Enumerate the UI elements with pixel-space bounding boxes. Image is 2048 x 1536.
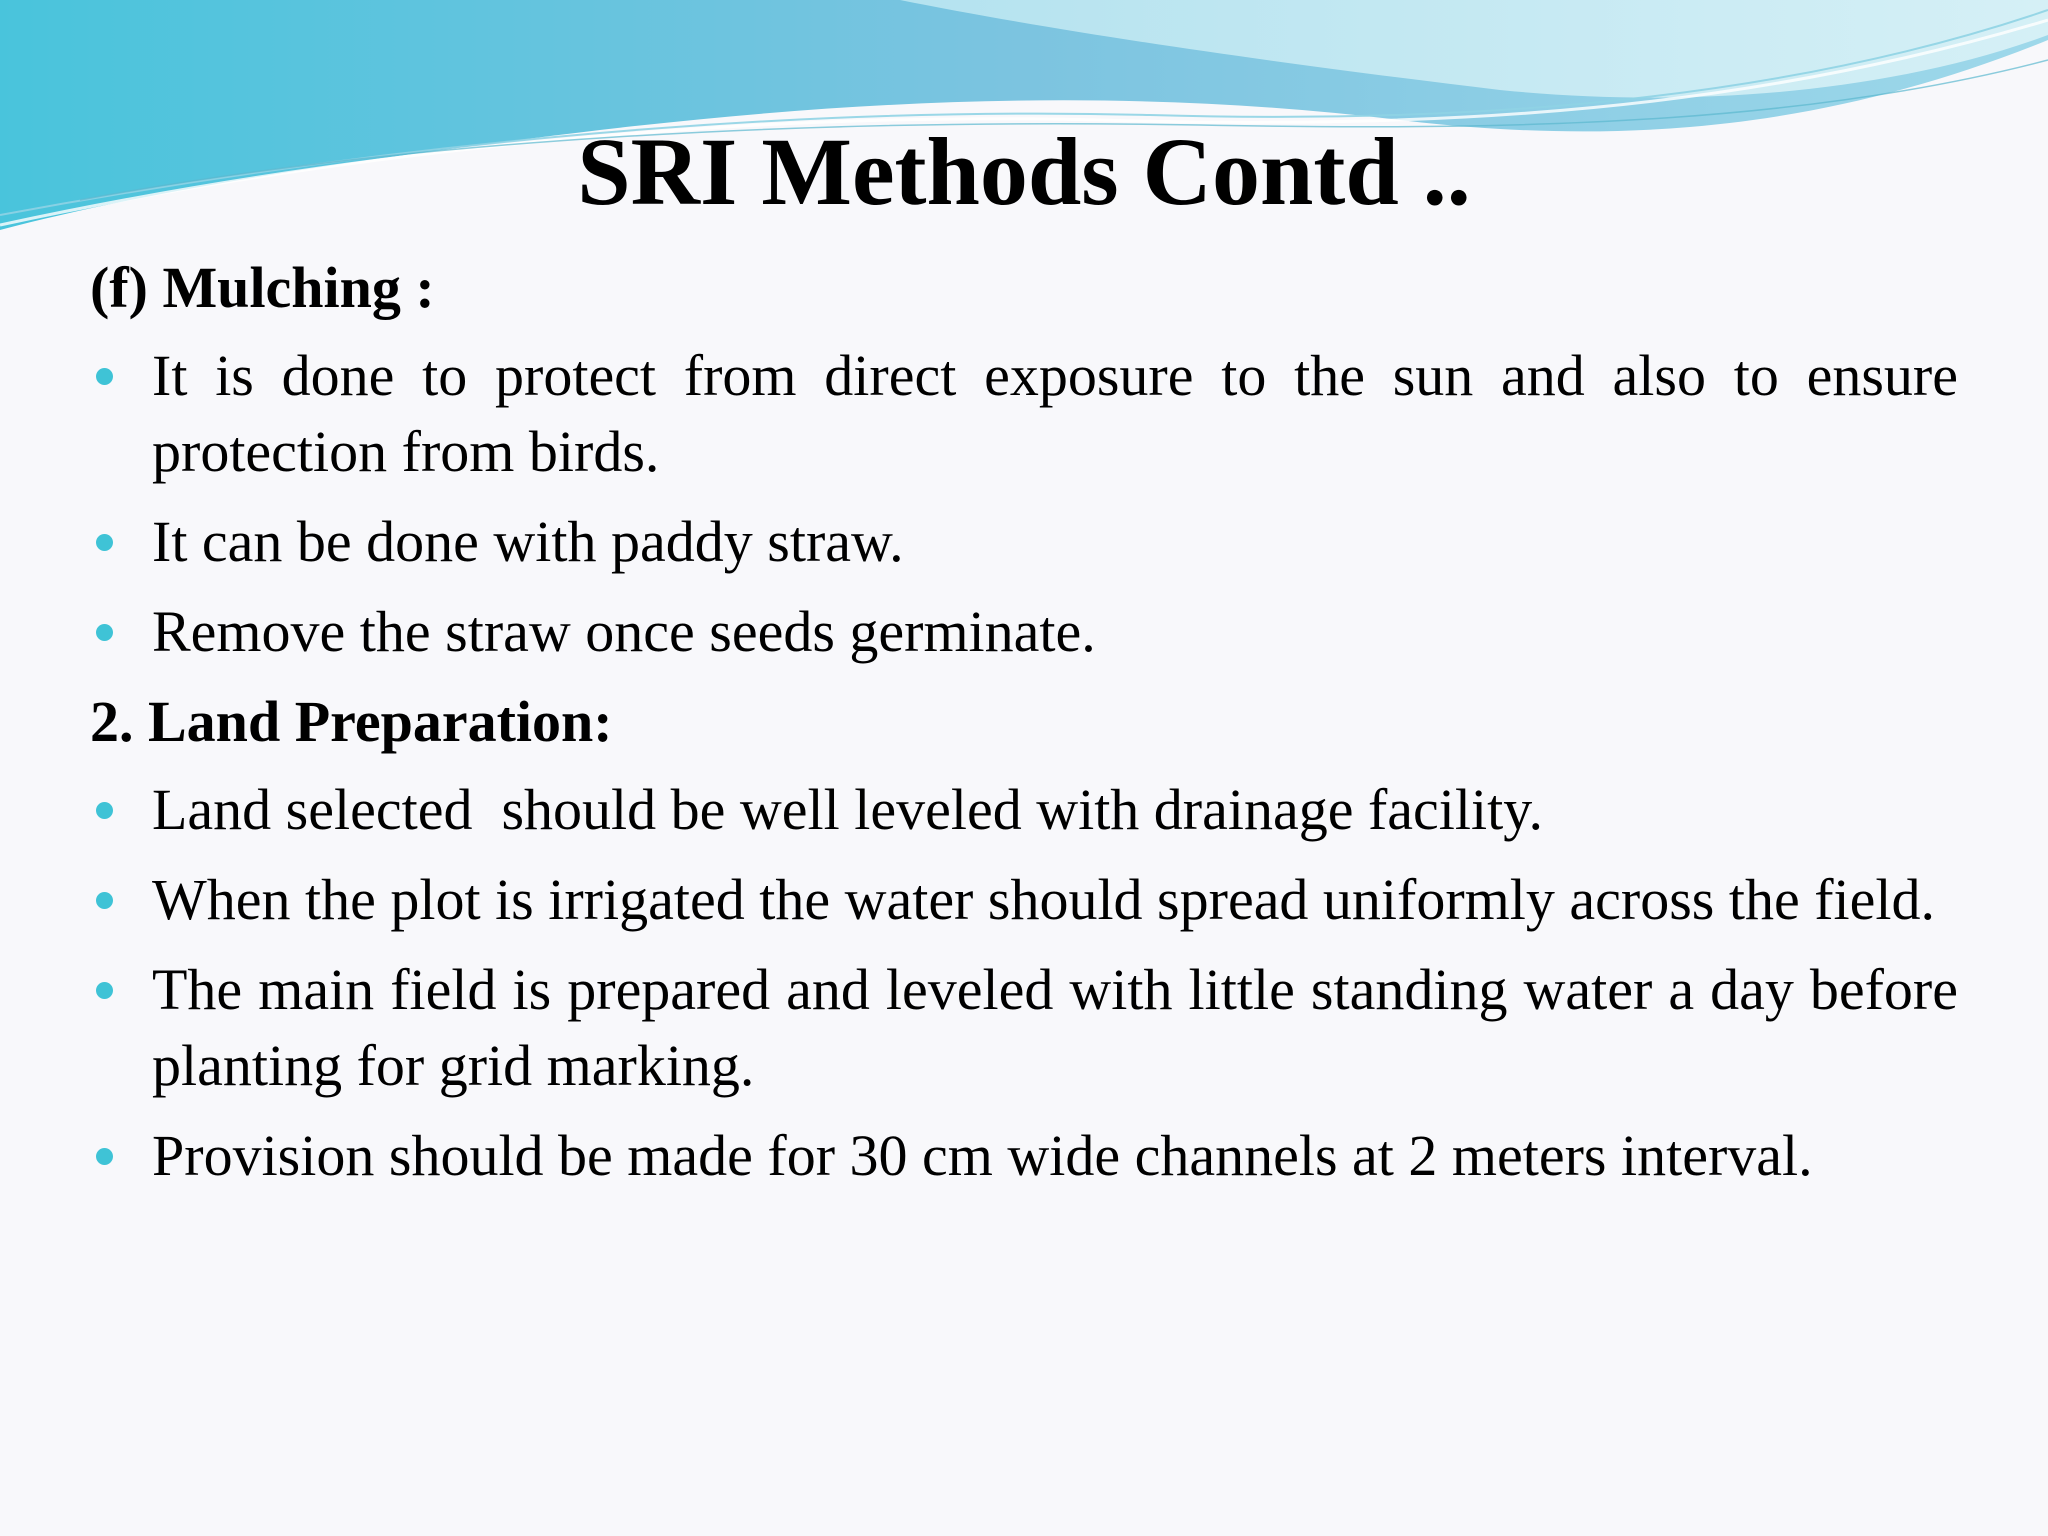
- bullet-item: [90, 862, 1958, 938]
- bullet-text: Remove the straw once seeds germinate.: [152, 599, 1096, 664]
- section-heading-land-preparation: 2. Land Preparation:: [90, 689, 613, 754]
- bullet-item: [90, 772, 1958, 848]
- bullet-item: [90, 1118, 1958, 1194]
- bullet-text: The main field is prepared and leveled with little standing water a day before planting for grid marking.: [152, 957, 1958, 1098]
- bullet-text: Provision should be made for 30 cm wide channels at 2 meters interval.: [152, 1123, 1813, 1188]
- bullet-text: It can be done with paddy straw.: [152, 509, 904, 574]
- slide-body: [90, 250, 1958, 1208]
- bullet-item: [90, 952, 1958, 1104]
- slide-title: SRI Methods Contd ..: [577, 118, 1471, 225]
- bullet-text: Land selected should be well leveled with drainage facility.: [152, 777, 1543, 842]
- bullet-text: It is done to protect from direct exposure to the sun and also to ensure protection from birds.: [152, 343, 1958, 484]
- bullet-icon: [96, 1148, 113, 1165]
- bullet-icon: [96, 624, 113, 641]
- bullet-item: [90, 338, 1958, 490]
- section-heading-mulching: (f) Mulching :: [90, 255, 435, 320]
- bullet-item: [90, 594, 1958, 670]
- bullet-icon: [96, 534, 113, 551]
- bullet-icon: [96, 802, 113, 819]
- bullet-item: [90, 504, 1958, 580]
- bullet-icon: [96, 892, 113, 909]
- bullet-text: When the plot is irrigated the water should spread uniformly across the field.: [152, 867, 1935, 932]
- bullet-icon: [96, 982, 113, 999]
- bullet-icon: [96, 368, 113, 385]
